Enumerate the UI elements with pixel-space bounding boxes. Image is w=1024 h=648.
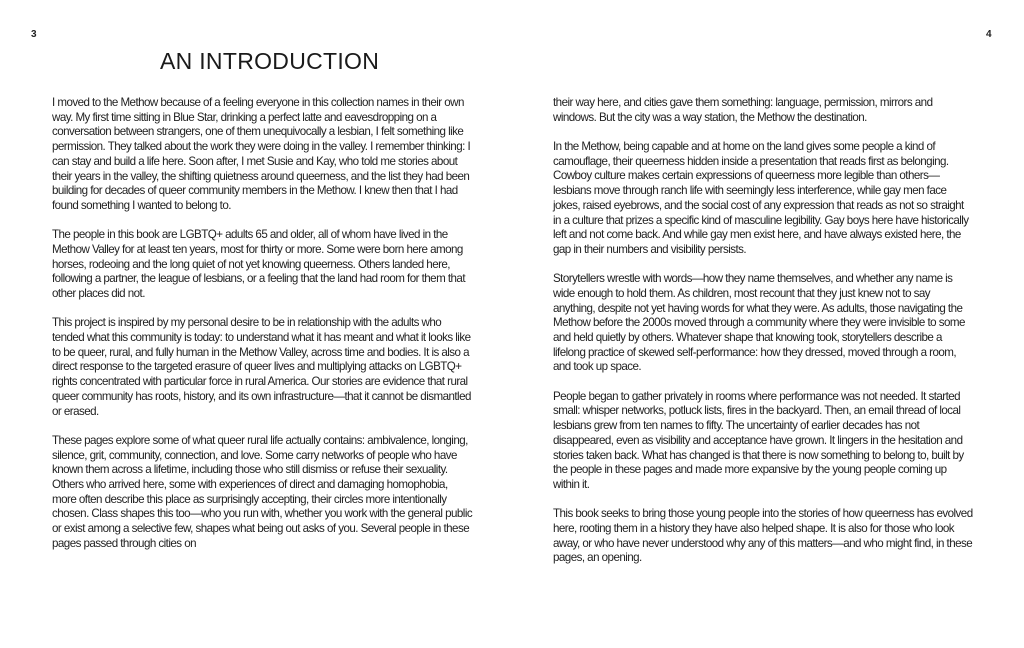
paragraph: These pages explore some of what queer rural life actually contains: ambivalence, longing, silence, grit, community, connection, and love. Some carry networks of people who have known them across a lifetime, including those who still dismiss or refuse their sexuality. Others who arrived here, some with experiences of direct and damaging homophobia, more often describe this place as surprisingly accepting, their circles more intentionally chosen. Class shapes this too—who you run with, whether you work with the general public or exist among a selective few, shapes what being out asks of you. Several people in these pages passed through cities on (52, 433, 473, 550)
paragraph: This project is inspired by my personal desire to be in relationship with the adults who tended what this community is today: to understand what it has meant and what it looks like to be queer, rural, and fully human in the Methow Valley, across time and bodies. It is also a direct response to the targeted erasure of queer lives and multiplying attacks on LGBTQ+ rights concentrated with particular force in rural America. Our stories are evidence that rural queer community has roots, history, and its own infrastructure—that it cannot be dismantled or erased. (52, 316, 471, 418)
chapter-title: AN INTRODUCTION (160, 48, 380, 74)
paragraph: In the Methow, being capable and at home on the land gives some people a kind of camouflage, their queerness hidden inside a presentation that reads first as belonging. Cowboy culture makes certain expressions of queerness more legible than others—lesbians move through ranch life with seemingly less interference, while gay men face jokes, raised eyebrows, and the social cost of any expression that reads as not so straight in a culture that prizes a specific kind of masculine legibility. Gay boys here have historically left and not come back. And while gay men exist here, and have always existed here, the gap in their numbers and visibility persists. (553, 140, 969, 256)
paragraph: This book seeks to bring those young people into the stories of how queerness has evolved here, rooting them in a history they have also helped shape. It is also for those who look away, or who have never understood why any of this matters—and who might find, in these pages, an opening. (553, 507, 973, 565)
left-page-column (52, 96, 474, 566)
paragraph: Storytellers wrestle with words—how they name themselves, and whether any name is wide enough to hold them. As children, most recount that they just knew not to say anything, despite not yet having words for what they were. As adults, those navigating the Methow before the 2000s moved through a community where they were invisible to some and held quietly by others. Whatever shape that knowing took, storytellers describe a lifelong practice of skewed self-performance: how they dressed, moved through a room, and took up space. (553, 272, 965, 374)
page-number-right: 4 (986, 29, 992, 40)
paragraph: The people in this book are LGBTQ+ adults 65 and older, all of whom have lived in the Methow Valley for at least ten years, most for thirty or more. Some were born here among horses, rodeoing and the long quiet of not yet knowing queerness. Others landed here, following a partner, the league of lesbians, or a feeling that the land had room for them that other places did not. (52, 228, 465, 301)
paragraph: their way here, and cities gave them something: language, permission, mirrors and windows. But the city was a way station, the Methow the destination. (553, 96, 933, 124)
right-page-column (553, 96, 973, 581)
paragraph: People began to gather privately in rooms where performance was not needed. It started small: whisper networks, potluck lists, fires in the backyard. Then, an email thread of local lesbians grew from ten names to fifty. The uncertainty of earlier decades has not disappeared, even as visibility and acceptance have grown. It lingers in the hesitation and stories taken back. What has changed is that there is now something to belong to, built by the people in these pages and made more expansive by the young people coming up within it. (553, 389, 964, 491)
page-number-left: 3 (31, 29, 37, 40)
paragraph: I moved to the Methow because of a feeling everyone in this collection names in their own way. My first time sitting in Blue Star, drinking a perfect latte and eavesdropping on a conversation between strangers, one of them unequivocally a lesbian, I felt something like permission. They talked about the work they were doing in the valley. I remember thinking: I can stay and build a life here. Soon after, I met Susie and Kay, who told me stories about their years in the valley, the shifting quietness around queerness, and the list they had been building for decades of queer community members in the Methow. I knew then that I had found something I wanted to belong to. (52, 96, 471, 212)
